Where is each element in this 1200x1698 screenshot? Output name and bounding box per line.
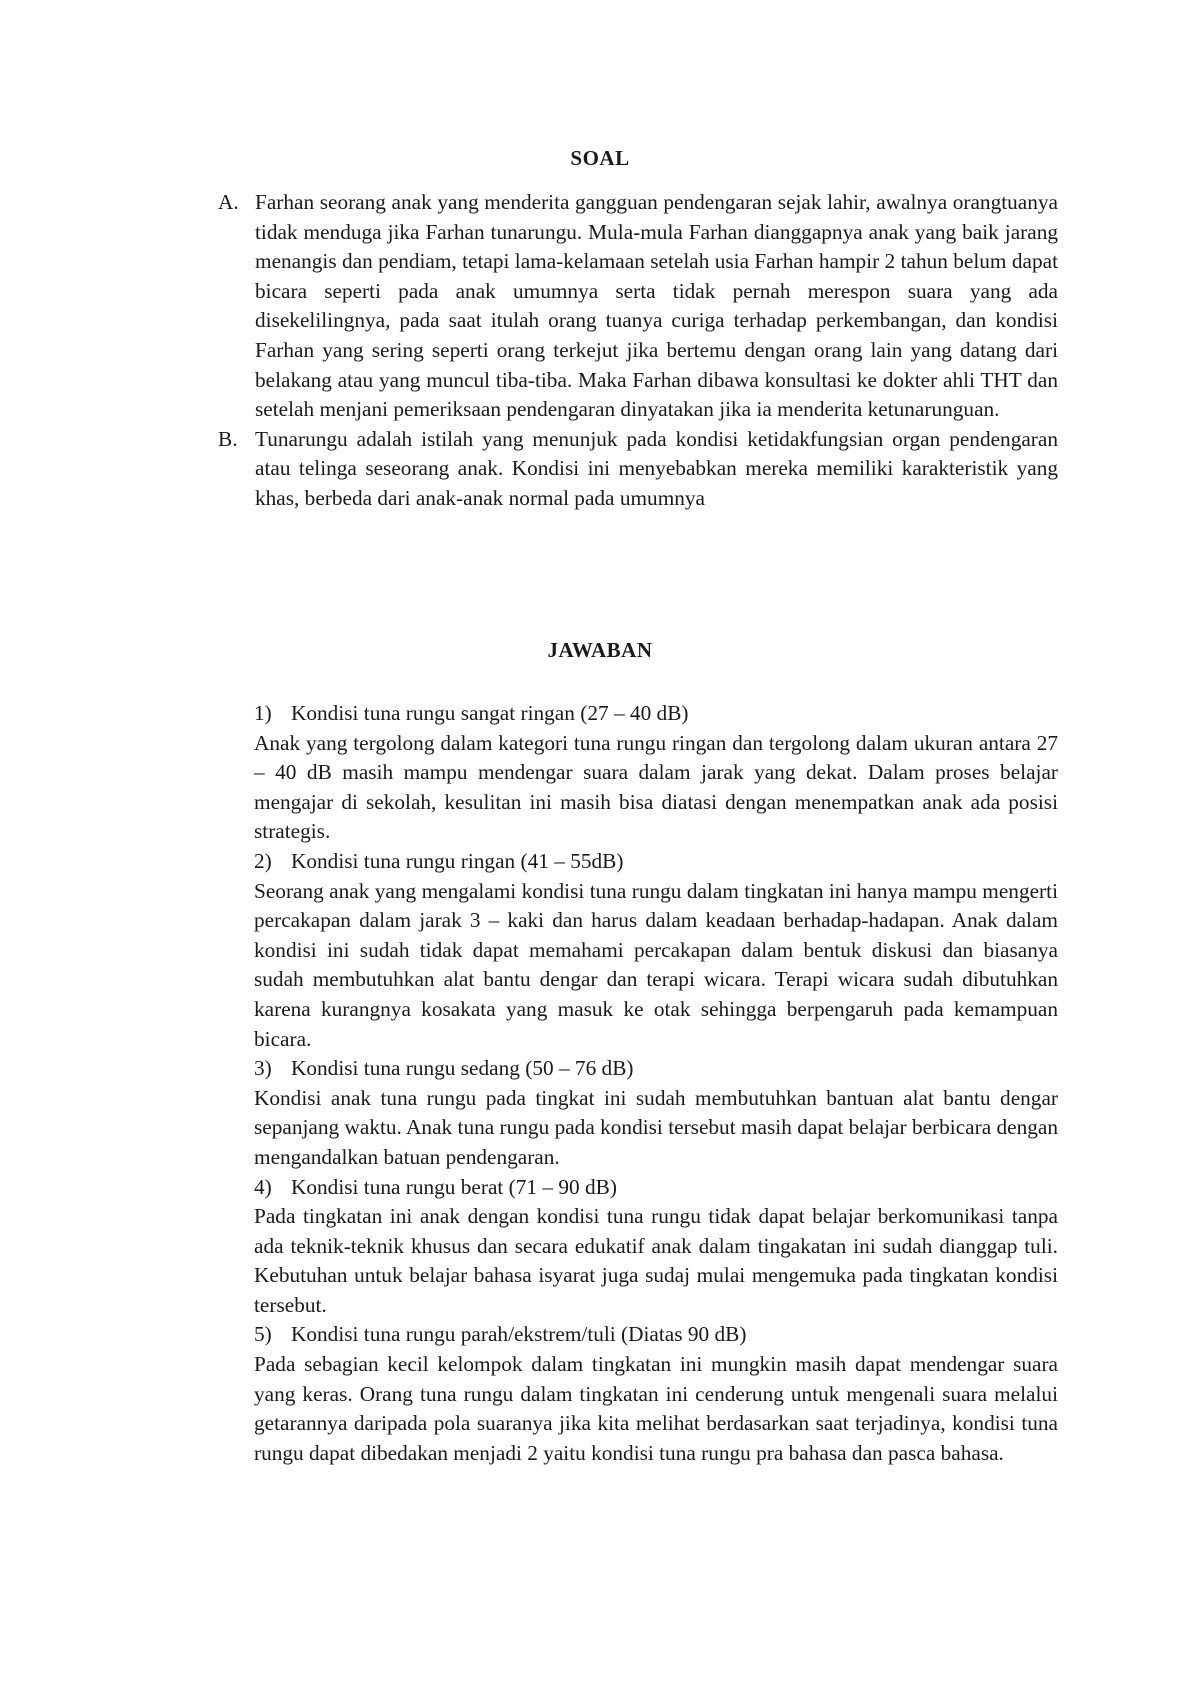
jawaban-item-marker: 2) <box>254 848 272 873</box>
soal-question-list <box>218 188 1058 514</box>
jawaban-item-title-text: Kondisi tuna rungu berat (71 – 90 dB) <box>291 1174 617 1199</box>
jawaban-item-4 <box>254 1173 1058 1321</box>
jawaban-item-body: Pada sebagian kecil kelompok dalam tingkatan ini mungkin masih dapat mendengar suara yang keras. Orang tuna rungu dalam tingkatan ini cenderung untuk mengenali suara melalui getarannya daripada pola suaranya jika kita melihat berdasarkan saat terjadinya, kondisi tuna rungu dapat dibedakan menjadi 2 yaitu kondisi tuna rungu pra bahasa dan pasca bahasa. <box>254 1352 1058 1465</box>
jawaban-item-body: Anak yang tergolong dalam kategori tuna rungu ringan dan tergolong dalam ukuran antara 27 – 40 dB masih mampu mendengar suara dalam jarak yang dekat. Dalam proses belajar mengajar di sekolah, kesulitan ini masih bisa diatasi dengan menempatkan anak ada posisi strategis. <box>254 730 1058 844</box>
soal-item-marker: B. <box>218 426 238 451</box>
jawaban-item-marker: 3) <box>254 1056 272 1081</box>
jawaban-item-1 <box>254 699 1058 847</box>
jawaban-item-marker: 1) <box>254 701 272 725</box>
jawaban-item-title-text: Kondisi tuna rungu sangat ringan (27 – 40 dB) <box>291 701 689 725</box>
soal-item-text: Farhan seorang anak yang menderita gangguan pendengaran sejak lahir, awalnya orangtuanya tidak menduga jika Farhan tunarungu. Mula-mula Farhan dianggapnya anak yang baik jarang menangis dan pendiam, tetapi lama-kelamaan setelah usia Farhan hampir 2 tahun belum dapat bicara seperti pada anak umumnya serta tidak pernah merespon suara yang ada disekelilingnya, pada saat itulah orang tuanya curiga terhadap perkembangan, dan kondisi Farhan yang sering seperti orang terkejut jika bertemu dengan orang lain yang datang dari belakang atau yang muncul tiba-tiba. Maka Farhan dibawa konsultasi ke dokter ahli THT dan setelah menjani pemeriksaan pendengaran dinyatakan jika ia menderita ketunarunguan. <box>255 190 1058 422</box>
jawaban-item-title-text: Kondisi tuna rungu parah/ekstrem/tuli (Diatas 90 dB) <box>291 1322 747 1347</box>
soal-item-b <box>218 425 1058 514</box>
jawaban-item-body: Seorang anak yang mengalami kondisi tuna rungu dalam tingkatan ini hanya mampu mengerti percakapan dalam jarak 3 – kaki dan harus dalam keadaan berhadap-hadapan. Anak dalam kondisi ini sudah tidak dapat memahami percakapan dalam bentuk diskusi dan biasanya sudah membutuhkan alat bantu dengar dan terapi wicara. Terapi wicara sudah dibutuhkan karena kurangnya kosakata yang masuk ke otak sehingga berpengaruh pada kemampuan bicara. <box>254 878 1058 1051</box>
jawaban-heading: JAWABAN <box>547 638 653 662</box>
soal-heading: SOAL <box>570 146 630 170</box>
jawaban-item-title <box>254 1054 1058 1084</box>
jawaban-item-3 <box>254 1054 1058 1172</box>
jawaban-item-title <box>254 699 1058 729</box>
soal-item-a <box>218 188 1058 425</box>
jawaban-item-marker: 5) <box>254 1322 272 1347</box>
soal-item-marker: A. <box>218 190 239 214</box>
jawaban-item-body: Kondisi anak tuna rungu pada tingkat ini sudah membutuhkan bantuan alat bantu dengar sepanjang waktu. Anak tuna rungu pada kondisi tersebut masih dapat belajar berbicara dengan mengandalkan batuan pendengaran. <box>254 1085 1058 1169</box>
jawaban-item-title <box>254 1173 1058 1203</box>
jawaban-item-title-text: Kondisi tuna rungu ringan (41 – 55dB) <box>291 848 624 873</box>
jawaban-item-title-text: Kondisi tuna rungu sedang (50 – 76 dB) <box>291 1056 634 1081</box>
jawaban-answer-list <box>254 699 1058 1468</box>
jawaban-item-title <box>254 1320 1058 1350</box>
soal-item-text: Tunarungu adalah istilah yang menunjuk pada kondisi ketidakfungsian organ pendengaran atau telinga seseorang anak. Kondisi ini menyebabkan mereka memiliki karakteristik yang khas, berbeda dari anak-anak normal pada umumnya <box>255 426 1058 510</box>
jawaban-item-title <box>254 847 1058 877</box>
jawaban-item-2 <box>254 847 1058 1054</box>
jawaban-item-5 <box>254 1320 1058 1468</box>
jawaban-item-body: Pada tingkatan ini anak dengan kondisi tuna rungu tidak dapat belajar berkomunikasi tanpa ada teknik-teknik khusus dan secara edukatif anak dalam tingakatan ini sudah dianggap tuli. Kebutuhan untuk belajar bahasa isyarat juga sudaj mulai mengemuka pada tingkatan kondisi tersebut. <box>254 1204 1058 1317</box>
jawaban-item-marker: 4) <box>254 1174 272 1199</box>
